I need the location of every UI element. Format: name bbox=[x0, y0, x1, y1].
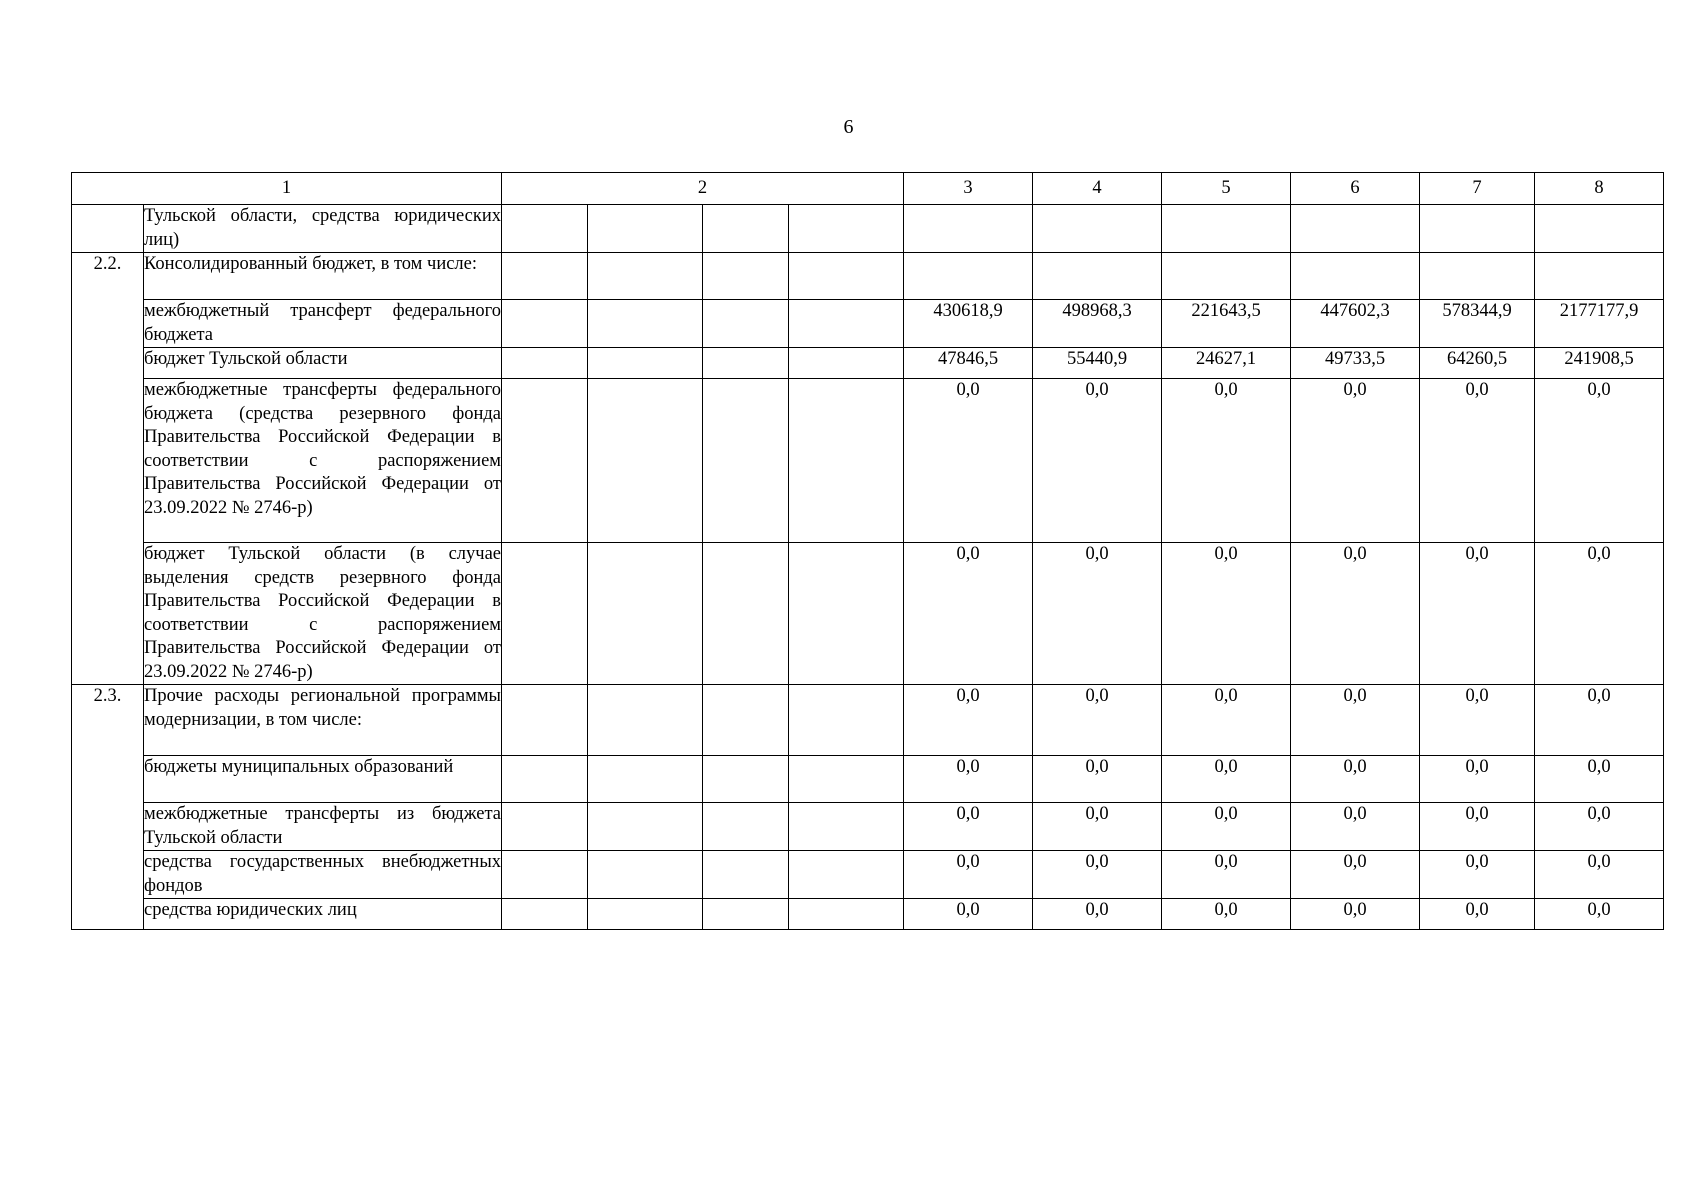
value-cell: 0,0 bbox=[1535, 543, 1664, 685]
value-cell: 0,0 bbox=[1535, 379, 1664, 543]
empty-cell bbox=[789, 300, 904, 348]
value-cell: 0,0 bbox=[904, 899, 1033, 930]
value-cell: 0,0 bbox=[1420, 685, 1535, 756]
value-cell: 0,0 bbox=[1420, 543, 1535, 685]
empty-cell bbox=[502, 348, 588, 379]
table-row bbox=[72, 803, 1664, 851]
value-cell bbox=[904, 253, 1033, 300]
value-cell bbox=[1162, 253, 1291, 300]
table-row bbox=[72, 543, 1664, 685]
row-number bbox=[72, 300, 144, 348]
value-cell: 0,0 bbox=[1033, 756, 1162, 803]
value-cell: 0,0 bbox=[1420, 803, 1535, 851]
empty-cell bbox=[502, 756, 588, 803]
value-cell: 64260,5 bbox=[1420, 348, 1535, 379]
value-cell bbox=[1420, 253, 1535, 300]
empty-cell bbox=[703, 300, 789, 348]
value-cell: 0,0 bbox=[904, 851, 1033, 899]
value-cell: 0,0 bbox=[1162, 851, 1291, 899]
value-cell: 221643,5 bbox=[1162, 300, 1291, 348]
empty-cell bbox=[789, 543, 904, 685]
value-cell bbox=[904, 205, 1033, 253]
empty-cell bbox=[588, 348, 703, 379]
table-row bbox=[72, 300, 1664, 348]
value-cell: 0,0 bbox=[1162, 899, 1291, 930]
empty-cell bbox=[703, 348, 789, 379]
empty-cell bbox=[588, 851, 703, 899]
value-cell: 0,0 bbox=[1033, 543, 1162, 685]
value-cell: 241908,5 bbox=[1535, 348, 1664, 379]
row-number bbox=[72, 379, 144, 543]
empty-cell bbox=[502, 803, 588, 851]
value-cell: 49733,5 bbox=[1291, 348, 1420, 379]
row-description: бюджеты муниципальных образований bbox=[144, 756, 502, 803]
value-cell bbox=[1291, 253, 1420, 300]
value-cell: 55440,9 bbox=[1033, 348, 1162, 379]
row-number: 2.3. bbox=[72, 685, 144, 756]
empty-cell bbox=[703, 205, 789, 253]
row-number bbox=[72, 205, 144, 253]
value-cell: 0,0 bbox=[904, 543, 1033, 685]
value-cell: 0,0 bbox=[1535, 899, 1664, 930]
value-cell: 0,0 bbox=[904, 685, 1033, 756]
column-number: 5 bbox=[1162, 173, 1291, 205]
empty-cell bbox=[789, 756, 904, 803]
empty-cell bbox=[588, 899, 703, 930]
table-row bbox=[72, 348, 1664, 379]
empty-cell bbox=[502, 851, 588, 899]
value-cell: 0,0 bbox=[1535, 685, 1664, 756]
value-cell: 0,0 bbox=[1033, 685, 1162, 756]
row-number bbox=[72, 756, 144, 803]
empty-cell bbox=[588, 379, 703, 543]
empty-cell bbox=[703, 379, 789, 543]
row-number bbox=[72, 348, 144, 379]
empty-cell bbox=[502, 899, 588, 930]
empty-cell bbox=[703, 543, 789, 685]
value-cell: 0,0 bbox=[1291, 756, 1420, 803]
value-cell: 0,0 bbox=[1291, 803, 1420, 851]
row-description: Консолидированный бюджет, в том числе: bbox=[144, 253, 502, 300]
value-cell: 0,0 bbox=[1033, 379, 1162, 543]
row-description: бюджет Тульской области (в случае выделения средств резервного фонда Правительства Российской Федерации в соответствии с распоряжением Правительства Российской Федерации от 23.09.2022 № 2746-р) bbox=[144, 543, 502, 685]
empty-cell bbox=[789, 851, 904, 899]
value-cell: 0,0 bbox=[904, 379, 1033, 543]
empty-cell bbox=[789, 379, 904, 543]
value-cell: 0,0 bbox=[1420, 756, 1535, 803]
row-description: средства юридических лиц bbox=[144, 899, 502, 930]
row-description: межбюджетные трансферты из бюджета Тульской области bbox=[144, 803, 502, 851]
table-row bbox=[72, 851, 1664, 899]
value-cell bbox=[1420, 205, 1535, 253]
table-row bbox=[72, 205, 1664, 253]
value-cell: 498968,3 bbox=[1033, 300, 1162, 348]
empty-cell bbox=[588, 205, 703, 253]
column-number: 6 bbox=[1291, 173, 1420, 205]
value-cell: 0,0 bbox=[1033, 803, 1162, 851]
empty-cell bbox=[502, 685, 588, 756]
row-description: средства государственных внебюджетных фондов bbox=[144, 851, 502, 899]
value-cell bbox=[1162, 205, 1291, 253]
empty-cell bbox=[703, 803, 789, 851]
empty-cell bbox=[588, 543, 703, 685]
row-number bbox=[72, 851, 144, 899]
value-cell: 0,0 bbox=[1420, 851, 1535, 899]
table-row bbox=[72, 756, 1664, 803]
value-cell: 0,0 bbox=[1291, 899, 1420, 930]
value-cell: 430618,9 bbox=[904, 300, 1033, 348]
table-row bbox=[72, 685, 1664, 756]
value-cell: 2177177,9 bbox=[1535, 300, 1664, 348]
empty-cell bbox=[703, 756, 789, 803]
empty-cell bbox=[789, 685, 904, 756]
budget-table bbox=[71, 172, 1664, 930]
row-number: 2.2. bbox=[72, 253, 144, 300]
empty-cell bbox=[789, 205, 904, 253]
column-number: 2 bbox=[502, 173, 904, 205]
empty-cell bbox=[703, 851, 789, 899]
value-cell: 0,0 bbox=[904, 803, 1033, 851]
value-cell: 0,0 bbox=[1291, 543, 1420, 685]
row-description: Тульской области, средства юридических лиц) bbox=[144, 205, 502, 253]
empty-cell bbox=[789, 899, 904, 930]
value-cell: 0,0 bbox=[1291, 685, 1420, 756]
value-cell: 0,0 bbox=[1162, 803, 1291, 851]
empty-cell bbox=[502, 300, 588, 348]
value-cell bbox=[1535, 205, 1664, 253]
value-cell: 447602,3 bbox=[1291, 300, 1420, 348]
value-cell: 0,0 bbox=[1162, 756, 1291, 803]
empty-cell bbox=[789, 253, 904, 300]
empty-cell bbox=[588, 300, 703, 348]
value-cell bbox=[1291, 205, 1420, 253]
empty-cell bbox=[502, 253, 588, 300]
empty-cell bbox=[588, 253, 703, 300]
empty-cell bbox=[588, 803, 703, 851]
value-cell bbox=[1033, 253, 1162, 300]
column-number: 1 bbox=[72, 173, 502, 205]
value-cell: 0,0 bbox=[1535, 851, 1664, 899]
row-number bbox=[72, 543, 144, 685]
empty-cell bbox=[789, 803, 904, 851]
row-description: Прочие расходы региональной программы модернизации, в том числе: bbox=[144, 685, 502, 756]
value-cell: 578344,9 bbox=[1420, 300, 1535, 348]
empty-cell bbox=[703, 899, 789, 930]
empty-cell bbox=[703, 685, 789, 756]
value-cell: 0,0 bbox=[1033, 899, 1162, 930]
empty-cell bbox=[502, 205, 588, 253]
value-cell: 0,0 bbox=[1291, 851, 1420, 899]
row-number bbox=[72, 899, 144, 930]
value-cell: 0,0 bbox=[1420, 899, 1535, 930]
value-cell bbox=[1033, 205, 1162, 253]
value-cell: 0,0 bbox=[1535, 803, 1664, 851]
row-number bbox=[72, 803, 144, 851]
value-cell: 0,0 bbox=[1420, 379, 1535, 543]
column-number: 8 bbox=[1535, 173, 1664, 205]
value-cell: 0,0 bbox=[1162, 685, 1291, 756]
row-description: межбюджетные трансферты федерального бюджета (средства резервного фонда Правительства Российской Федерации в соответствии с распоряжением Правительства Российской Федерации от 23.09.2022 № 2746-р) bbox=[144, 379, 502, 543]
empty-cell bbox=[789, 348, 904, 379]
column-number: 4 bbox=[1033, 173, 1162, 205]
table-row bbox=[72, 379, 1664, 543]
column-number-row bbox=[72, 173, 1664, 205]
value-cell: 0,0 bbox=[1535, 756, 1664, 803]
value-cell: 0,0 bbox=[1291, 379, 1420, 543]
column-number: 7 bbox=[1420, 173, 1535, 205]
empty-cell bbox=[502, 379, 588, 543]
empty-cell bbox=[502, 543, 588, 685]
value-cell: 0,0 bbox=[1033, 851, 1162, 899]
value-cell: 0,0 bbox=[904, 756, 1033, 803]
value-cell: 47846,5 bbox=[904, 348, 1033, 379]
row-description: бюджет Тульской области bbox=[144, 348, 502, 379]
table-row bbox=[72, 253, 1664, 300]
page-number: 6 bbox=[843, 116, 854, 138]
empty-cell bbox=[588, 756, 703, 803]
empty-cell bbox=[588, 685, 703, 756]
value-cell bbox=[1535, 253, 1664, 300]
value-cell: 0,0 bbox=[1162, 543, 1291, 685]
table-row bbox=[72, 899, 1664, 930]
row-description: межбюджетный трансферт федерального бюджета bbox=[144, 300, 502, 348]
value-cell: 24627,1 bbox=[1162, 348, 1291, 379]
empty-cell bbox=[703, 253, 789, 300]
column-number: 3 bbox=[904, 173, 1033, 205]
value-cell: 0,0 bbox=[1162, 379, 1291, 543]
